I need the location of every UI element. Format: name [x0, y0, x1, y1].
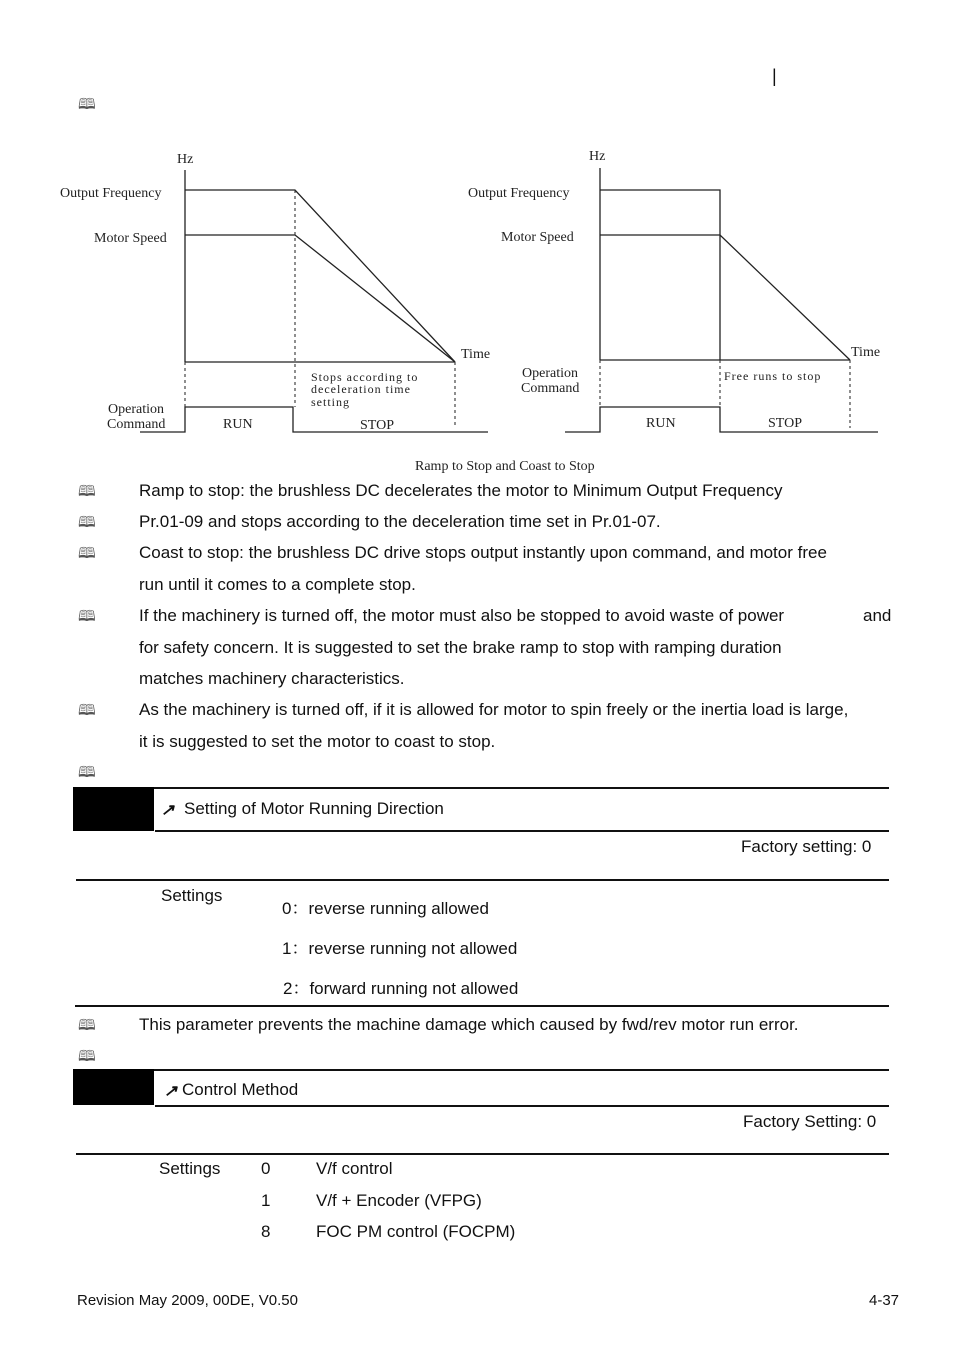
- param1-code-block: [73, 787, 154, 831]
- param2-code-block: [73, 1069, 154, 1105]
- param1-note: This parameter prevents the machine damage which caused by fwd/rev motor run error.: [139, 1015, 799, 1034]
- bullet-text: Ramp to stop: the brushless DC decelerates the motor to Minimum Output Frequency: [139, 481, 783, 500]
- left-output-frequency-label: Output Frequency: [60, 186, 162, 201]
- right-motor-speed-label: Motor Speed: [501, 230, 574, 245]
- footer-revision: Revision May 2009, 00DE, V0.50: [77, 1292, 298, 1309]
- bullet-text: for safety concern. It is suggested to set the brake ramp to stop with ramping duration: [139, 638, 782, 657]
- param2-option-value: 0: [261, 1159, 271, 1178]
- param2-option-value: 1: [261, 1191, 271, 1210]
- header-mark: |: [772, 66, 777, 86]
- book-icon: 🕮: [78, 701, 96, 719]
- param1-option: 1：reverse running not allowed: [282, 939, 518, 958]
- book-icon: 🕮: [78, 482, 96, 500]
- param2-factory-setting: Factory Setting: 0: [743, 1112, 877, 1131]
- bullet-text: run until it comes to a complete stop.: [139, 575, 416, 594]
- param2-top-rule: [75, 1069, 889, 1071]
- right-stop-label: STOP: [768, 416, 802, 431]
- left-operation-label: Operation: [108, 402, 164, 417]
- bullet-text: Pr.01-09 and stops according to the deceleration time set in Pr.01-07.: [139, 512, 661, 531]
- right-command-label: Command: [521, 381, 580, 396]
- param2-option-label: FOC PM control (FOCPM): [316, 1222, 516, 1241]
- param1-title-rule: [155, 830, 889, 832]
- right-note-label: Free runs to stop: [724, 369, 822, 383]
- right-time-label: Time: [851, 345, 881, 360]
- left-stop-label: STOP: [360, 418, 394, 433]
- left-run-label: RUN: [223, 417, 253, 432]
- book-icon: 🕮: [78, 95, 96, 113]
- param1-option: 2：forward running not allowed: [283, 979, 519, 998]
- param1-settings-label: Settings: [161, 886, 223, 905]
- book-icon: 🕮: [78, 1016, 96, 1034]
- right-hz-label: Hz: [589, 149, 606, 164]
- param1-factory-setting: Factory setting: 0: [741, 837, 872, 856]
- bullet-text-and: and: [863, 606, 892, 625]
- left-time-label: Time: [461, 347, 491, 362]
- left-hz-label: Hz: [177, 152, 194, 167]
- right-run-label: RUN: [646, 416, 676, 431]
- param1-top-rule: [75, 787, 889, 789]
- param2-settings-rule: [76, 1153, 889, 1155]
- param1-option: 0：reverse running allowed: [282, 899, 489, 918]
- book-icon: 🕮: [78, 1047, 96, 1065]
- param2-option-value: 8: [261, 1222, 271, 1241]
- param2-title: Control Method: [182, 1080, 299, 1099]
- param2-option-label: V/f + Encoder (VFPG): [316, 1191, 482, 1210]
- pencil-icon: ↗︎: [161, 802, 175, 819]
- left-note-line-1: Stops according to: [311, 370, 419, 384]
- ramp-coast-diagram: [0, 130, 954, 480]
- param1-bottom-rule: [75, 1005, 889, 1007]
- param1-title: Setting of Motor Running Direction: [184, 799, 444, 818]
- param2-settings-label: Settings: [159, 1159, 221, 1178]
- pencil-icon: ↗︎: [164, 1083, 178, 1100]
- book-icon: 🕮: [78, 544, 96, 562]
- right-output-frequency-label: Output Frequency: [468, 186, 570, 201]
- book-icon: 🕮: [78, 607, 96, 625]
- right-operation-label: Operation: [522, 366, 578, 381]
- left-note-line-3: setting: [311, 395, 350, 409]
- param2-option-label: V/f control: [316, 1159, 393, 1178]
- bullet-text: If the machinery is turned off, the motor must also be stopped to avoid waste of power: [139, 606, 785, 625]
- left-note-line-2: deceleration time: [311, 382, 411, 396]
- param1-settings-rule: [76, 879, 889, 881]
- left-command-label: Command: [107, 417, 166, 432]
- param2-title-rule: [155, 1105, 889, 1107]
- bullet-text: Coast to stop: the brushless DC drive stops output instantly upon command, and motor free: [139, 543, 827, 562]
- bullet-text: matches machinery characteristics.: [139, 669, 405, 688]
- diagram-caption: Ramp to Stop and Coast to Stop: [415, 459, 595, 474]
- footer-page-number: 4-37: [869, 1292, 900, 1309]
- bullet-text: it is suggested to set the motor to coast to stop.: [139, 732, 496, 751]
- left-motor-speed-label: Motor Speed: [94, 231, 167, 246]
- book-icon: 🕮: [78, 513, 96, 531]
- bullet-text: As the machinery is turned off, if it is allowed for motor to spin freely or the inertia load is large,: [139, 700, 849, 719]
- book-icon: 🕮: [78, 763, 96, 781]
